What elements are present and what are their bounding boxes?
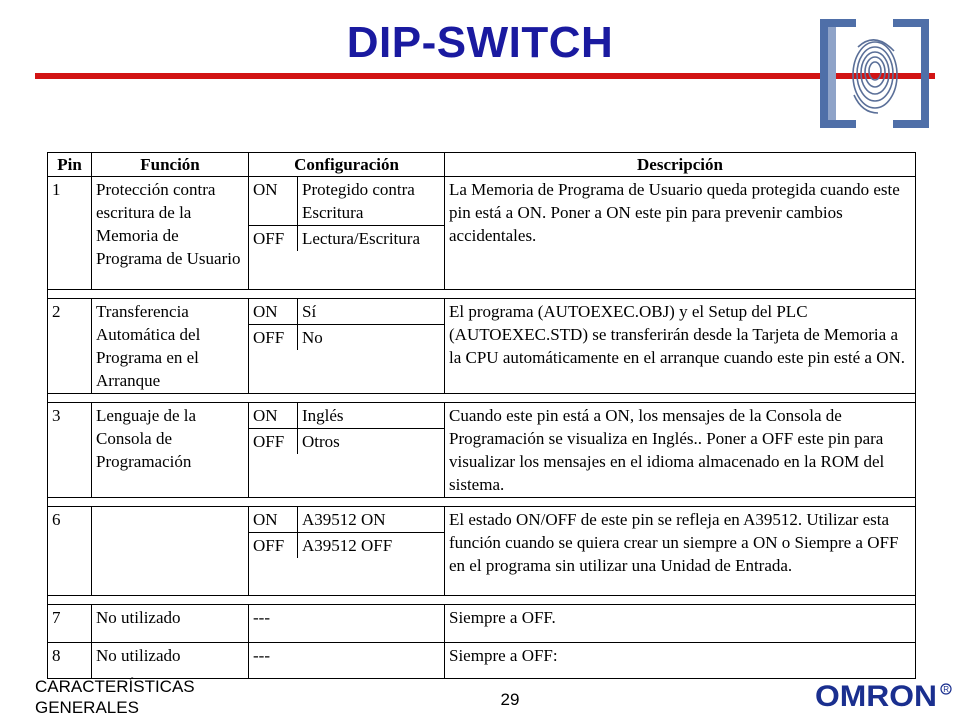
omron-logo bbox=[815, 680, 955, 710]
header-funcion: Función bbox=[92, 153, 249, 177]
slide-title: DIP-SWITCH bbox=[346, 18, 614, 67]
svg-text:R: R bbox=[943, 685, 949, 694]
config-value: Sí bbox=[298, 299, 445, 325]
config-cell bbox=[249, 177, 445, 290]
fingerprint-logo-icon bbox=[818, 17, 931, 130]
title-rule bbox=[35, 73, 935, 79]
description-cell: Siempre a OFF. bbox=[445, 605, 916, 643]
config-value: No bbox=[302, 328, 323, 347]
table-row bbox=[48, 507, 916, 596]
config-value: A39512 ON bbox=[298, 507, 445, 533]
pin-cell: 2 bbox=[48, 299, 92, 394]
pin-cell: 1 bbox=[48, 177, 92, 290]
function-cell: No utilizado bbox=[92, 643, 249, 679]
dip-switch-table bbox=[47, 152, 916, 679]
function-cell: Transferencia Automática del Programa en el Arranque bbox=[92, 299, 249, 394]
function-cell: Lenguaje de la Consola de Programación bbox=[92, 403, 249, 498]
config-cell bbox=[249, 299, 445, 394]
pin-cell: 8 bbox=[48, 643, 92, 679]
config-cell: --- bbox=[249, 605, 445, 643]
config-state: OFF bbox=[249, 325, 298, 351]
description-cell: Siempre a OFF: bbox=[445, 643, 916, 679]
config-state: OFF bbox=[249, 533, 298, 559]
config-value: Protegido contra Escritura bbox=[298, 177, 445, 226]
config-state: OFF bbox=[249, 226, 298, 252]
config-state: ON bbox=[249, 403, 298, 429]
table-header-row bbox=[48, 153, 916, 177]
config-state: ON bbox=[249, 299, 298, 325]
config-value: Otros bbox=[302, 432, 340, 451]
function-cell: No utilizado bbox=[92, 605, 249, 643]
description-cell: El programa (AUTOEXEC.OBJ) y el Setup del PLC (AUTOEXEC.STD) se transferirán desde la Tarjeta de Memoria a la CPU automáticamente en el arranque cuando este pin esté a ON. bbox=[445, 299, 916, 394]
description-cell: Cuando este pin está a ON, los mensajes de la Consola de Programación se visualiza en Inglés.. Poner a OFF este pin para visualizar los mensajes en el idioma almacenado en la ROM del sistema. bbox=[445, 403, 916, 498]
header-descripcion: Descripción bbox=[445, 153, 916, 177]
header-configuracion: Configuración bbox=[249, 153, 445, 177]
config-cell bbox=[249, 403, 445, 498]
table-row bbox=[48, 605, 916, 643]
description-cell: El estado ON/OFF de este pin se refleja en A39512. Utilizar esta función cuando se quiera crear un siempre a ON o Siempre a OFF en el programa sin utilizar una Unidad de Entrada. bbox=[445, 507, 916, 596]
config-cell: --- bbox=[249, 643, 445, 679]
header-pin: Pin bbox=[48, 153, 92, 177]
config-value: Lectura/Escritura bbox=[302, 229, 420, 248]
omron-logo-text: OMRON bbox=[815, 680, 937, 710]
table-row bbox=[48, 643, 916, 679]
function-cell bbox=[92, 507, 249, 596]
pin-cell: 6 bbox=[48, 507, 92, 596]
table-row bbox=[48, 177, 916, 290]
config-state: ON bbox=[249, 177, 298, 226]
page-number: 29 bbox=[500, 690, 520, 709]
config-state: OFF bbox=[249, 429, 298, 455]
pin-cell: 7 bbox=[48, 605, 92, 643]
footer-line-2: GENERALES bbox=[35, 698, 139, 717]
pin-cell: 3 bbox=[48, 403, 92, 498]
table-row bbox=[48, 299, 916, 394]
footer-section-label bbox=[35, 676, 195, 718]
config-value: Inglés bbox=[298, 403, 445, 429]
footer-line-1: CARACTERÍSTICAS bbox=[35, 677, 195, 696]
config-cell bbox=[249, 507, 445, 596]
table-row bbox=[48, 403, 916, 498]
function-cell: Protección contra escritura de la Memoria de Programa de Usuario bbox=[92, 177, 249, 290]
description-cell: La Memoria de Programa de Usuario queda protegida cuando este pin está a ON. Poner a ON este pin para prevenir cambios accidentales. bbox=[445, 177, 916, 290]
config-state: ON bbox=[249, 507, 298, 533]
config-value: A39512 OFF bbox=[302, 536, 393, 555]
